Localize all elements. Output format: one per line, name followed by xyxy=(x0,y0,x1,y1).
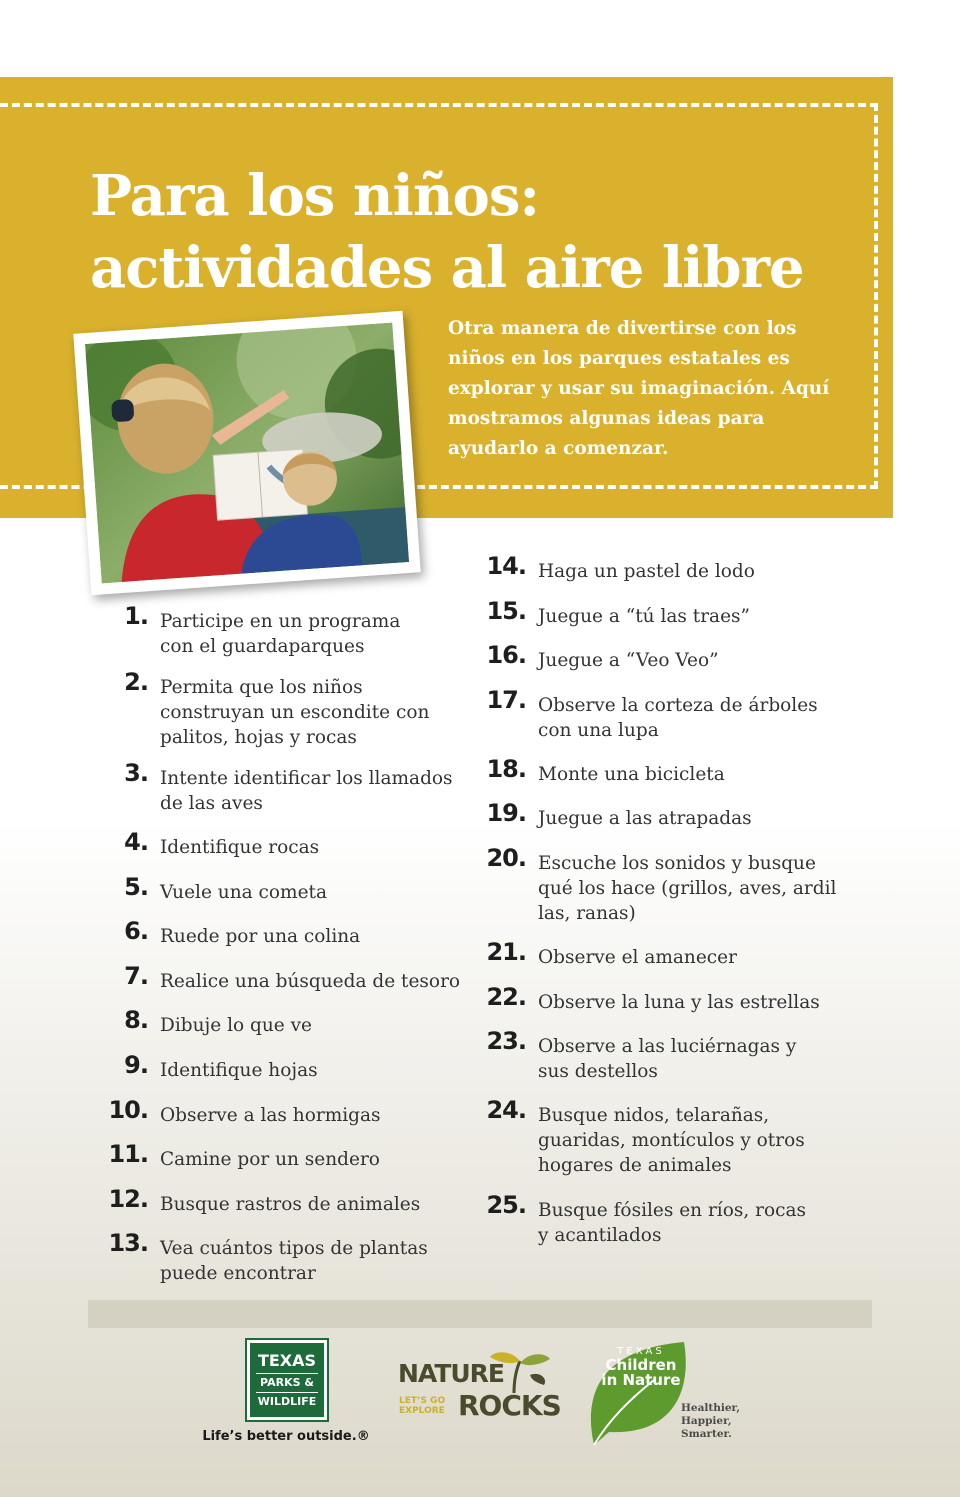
texas-children-in-nature-logo xyxy=(584,1340,774,1450)
activity-text: Busque fósiles en ríos, rocas y acantilados xyxy=(538,1200,806,1247)
nature-rocks-line-3: ROCKS xyxy=(458,1389,561,1422)
activity-number: 17. xyxy=(486,685,526,714)
activity-item xyxy=(476,642,846,687)
activity-text: Dibuje lo que ve xyxy=(160,1015,312,1037)
activity-number: 8. xyxy=(124,1006,148,1035)
leaf-sprout-icon xyxy=(484,1345,554,1395)
tcn-slogan-line-1: Healthier, xyxy=(681,1402,740,1414)
activity-text: Participe en un programa con el guardaparques xyxy=(160,611,401,657)
activity-text: Observe a las luciérnagas y sus destellos xyxy=(538,1036,797,1083)
activity-text: Escuche los sonidos y busque qué los hace (grillos, aves, ardil las, ranas) xyxy=(538,852,837,924)
dashed-border-right xyxy=(874,103,878,489)
activity-text: Busque nidos, telarañas, guaridas, montículos y otros hogares de animales xyxy=(538,1105,805,1177)
activity-item xyxy=(476,939,846,984)
activity-number: 16. xyxy=(486,641,526,670)
activity-number: 13. xyxy=(108,1229,148,1258)
activity-text: Identifique rocas xyxy=(160,837,320,858)
activity-number: 11. xyxy=(108,1140,148,1169)
activity-item xyxy=(476,553,846,598)
activity-item xyxy=(98,1097,468,1142)
activity-text: Vea cuántos tipos de plantas puede encontrar xyxy=(160,1238,428,1285)
activity-number: 25. xyxy=(486,1191,526,1220)
tcn-logo-line-3: in Nature xyxy=(601,1371,681,1389)
activity-number: 21. xyxy=(486,937,526,966)
activity-text: Busque rastros de animales xyxy=(160,1193,421,1215)
activity-list-right xyxy=(476,553,846,1252)
activity-item xyxy=(98,918,468,963)
activity-item xyxy=(98,1186,468,1231)
photo-illustration xyxy=(85,323,409,584)
activity-item xyxy=(98,829,468,874)
tcn-slogan-line-3: Smarter. xyxy=(681,1428,732,1440)
tcn-logo-line-1: TEXAS xyxy=(617,1346,665,1357)
activity-number: 15. xyxy=(486,596,526,625)
activity-number: 10. xyxy=(108,1095,148,1124)
activity-number: 19. xyxy=(486,799,526,828)
activity-number: 5. xyxy=(124,872,148,901)
activity-text: Monte una bicicleta xyxy=(538,763,725,785)
activity-item xyxy=(98,1141,468,1186)
page-title xyxy=(90,160,870,304)
activity-number: 14. xyxy=(486,552,526,580)
activity-number: 1. xyxy=(124,602,148,630)
activity-number: 18. xyxy=(486,754,526,783)
activity-text: Observe el amanecer xyxy=(538,946,737,968)
activity-number: 2. xyxy=(124,668,148,696)
activity-text: Juegue a “Veo Veo” xyxy=(538,650,719,672)
tcn-slogan xyxy=(681,1402,761,1441)
intro-paragraph: Otra manera de divertirse con los niños en los parques estatales es explorar y usar su imaginación. Aquí mostramos algunas ideas para ayudarlo a comenzar. xyxy=(448,318,830,459)
activity-number: 9. xyxy=(124,1050,148,1079)
activity-item xyxy=(476,800,846,845)
activity-text: Vuele una cometa xyxy=(160,881,327,903)
activity-number: 6. xyxy=(124,917,148,946)
texas-parks-wildlife-logo xyxy=(245,1338,329,1422)
activity-number: 23. xyxy=(486,1027,526,1056)
activity-item xyxy=(476,1192,846,1252)
activity-item xyxy=(98,874,468,919)
activity-text: Camine por un sendero xyxy=(160,1149,380,1171)
tcn-logo-line-2: Children xyxy=(605,1356,677,1374)
dashed-border-top xyxy=(0,103,878,107)
activity-text: Juegue a las atrapadas xyxy=(538,808,752,830)
activity-text: Realice una búsqueda de tesoro xyxy=(160,970,461,992)
tcn-slogan-line-2: Happier, xyxy=(681,1415,732,1427)
tpw-logo-box xyxy=(250,1343,324,1417)
activity-item xyxy=(476,687,846,756)
activity-text: Observe a las hormigas xyxy=(160,1104,381,1126)
title-line-1: Para los niños: xyxy=(90,163,540,229)
activity-text: Ruede por una colina xyxy=(160,926,361,948)
activity-number: 12. xyxy=(108,1184,148,1213)
tpw-tagline: Life’s better outside.® xyxy=(202,1429,370,1444)
activity-text: Observe la corteza de árboles con una lupa xyxy=(538,694,818,741)
tpw-logo-line-1: TEXAS xyxy=(257,1351,317,1370)
activity-item xyxy=(476,598,846,643)
photo-mother-and-child-reading xyxy=(73,311,420,595)
activity-item xyxy=(476,984,846,1029)
activity-text: Intente identificar los llamados de las aves xyxy=(160,768,453,814)
activity-text: Observe la luna y las estrellas xyxy=(538,991,820,1013)
activity-item xyxy=(476,1097,846,1192)
tpw-logo-line-3: WILDLIFE xyxy=(257,1395,317,1408)
tpw-logo-rule xyxy=(256,1373,318,1374)
activity-item xyxy=(98,1230,468,1290)
activity-list-left xyxy=(98,603,468,1290)
activity-number: 20. xyxy=(486,843,526,872)
activity-item xyxy=(476,1028,846,1097)
tpw-logo-rule xyxy=(256,1392,318,1393)
activity-text: Juegue a “tú las traes” xyxy=(538,605,750,627)
activity-number: 3. xyxy=(124,759,148,787)
activity-item xyxy=(98,669,468,760)
nature-rocks-line-1: NATURE xyxy=(398,1359,505,1388)
activity-item xyxy=(476,845,846,939)
activity-text: Haga un pastel de lodo xyxy=(538,561,755,582)
activity-number: 4. xyxy=(124,828,148,856)
activity-item xyxy=(98,603,468,669)
tpw-logo-line-2: PARKS & xyxy=(260,1376,314,1389)
activity-item xyxy=(476,756,846,801)
activity-item xyxy=(98,760,468,829)
title-line-2: actividades al aire libre xyxy=(90,235,804,301)
activity-number: 7. xyxy=(124,961,148,990)
activity-item xyxy=(98,1052,468,1097)
activity-number: 24. xyxy=(486,1096,526,1125)
nature-rocks-logo xyxy=(396,1345,561,1435)
activity-item xyxy=(98,1007,468,1052)
activity-text: Identifique hojas xyxy=(160,1059,318,1081)
footer-divider-band xyxy=(88,1300,872,1328)
activity-item xyxy=(98,963,468,1008)
activity-text: Permita que los niños construyan un escondite con palitos, hojas y rocas xyxy=(160,677,430,748)
nature-rocks-line-2: LET’S GO EXPLORE xyxy=(399,1396,446,1416)
activity-number: 22. xyxy=(486,982,526,1011)
